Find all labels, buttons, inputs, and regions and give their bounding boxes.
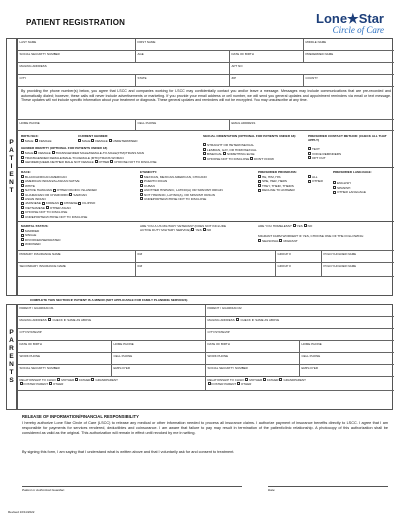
sexual-orientation-label: SEXUAL ORIENTATION (OPTIONAL FOR PATIENTS UNDER 18): xyxy=(203,134,297,138)
guardian2-address-field[interactable]: MAILING ADDRESS CHECK IF SAME AS ABOVE xyxy=(206,317,394,329)
language-options: ENGLISH SPANISH OTHER LANGUAGE xyxy=(333,181,366,195)
gi-mtf-checkbox[interactable] xyxy=(21,156,24,159)
mailing-address-field[interactable]: MAILING ADDRESS xyxy=(18,63,230,75)
g2-other-checkbox[interactable] xyxy=(237,382,240,385)
race-hawaiian-checkbox[interactable] xyxy=(21,189,24,192)
female-checkbox[interactable] xyxy=(35,139,38,142)
logo-wordmark: Lone★Star xyxy=(316,11,384,26)
cell-phone-field[interactable]: CELL PHONE xyxy=(136,119,230,131)
so-nodisclose-checkbox[interactable] xyxy=(203,157,206,160)
race-unreported-checkbox[interactable] xyxy=(21,215,24,218)
g1-father-checkbox[interactable] xyxy=(75,378,78,381)
guardian2-city-field[interactable]: CITY/STATE/ZIP xyxy=(206,329,394,341)
guardian1-relationship: RELATIONSHIP TO CHILD: MOTHER FATHER GRANDPARENT FOSTER PARENT OTHER xyxy=(18,377,206,391)
lang-spanish-checkbox[interactable] xyxy=(333,186,336,189)
apt-no-field[interactable]: APT NO xyxy=(230,63,394,75)
release-body: I hereby authorize Lone Star Circle of Care (LSCC) to release any medical or other information needed to process all insurance claims. I authorize payment of insurance benefits directly to LSCC. I agree that I am responsible for payments for services rendered, deductibles and coinsurance. I am aware that failure to pay may result in termination of the patient/clinic relationship. A photocopy of this authorization shall be considered as valid as the original. This authorization will remain in effect until revoked by me in writing. xyxy=(22,421,388,435)
guardian1-ssn-field[interactable]: SOCIAL SECURITY NUMBER xyxy=(18,365,112,377)
pro-she-checkbox[interactable] xyxy=(258,180,261,183)
g1-other-checkbox[interactable] xyxy=(49,382,52,385)
secondary-policyholder-field[interactable]: POLICYHOLDER NAME xyxy=(322,263,394,277)
homeless-question: ARE YOU HOMELESS? YES NO xyxy=(258,224,313,228)
patient-section xyxy=(17,38,393,296)
guardian2-cellphone-field[interactable]: CELL PHONE xyxy=(300,353,394,365)
marital-options: MARRIED SINGLE DIVORCED/SEPARATED WIDOWED xyxy=(21,229,60,247)
migrant-options: SEASONAL MIGRANT xyxy=(258,239,298,243)
guardian1-dob-field[interactable]: DATE OF BIRTH xyxy=(18,341,112,353)
current-gender-options: MALE FEMALE UNDETERMINED xyxy=(78,139,138,143)
homeless-no-checkbox[interactable] xyxy=(304,224,307,227)
middle-name-field[interactable]: MIDDLE NAME xyxy=(304,39,394,51)
race-chinese-checkbox[interactable] xyxy=(60,202,63,205)
date-label: Date xyxy=(268,488,275,492)
ethnicity-options: MEXICAN, MEXICAN AMERICAN, CHICANO PUERTO RICAN CUBAN ANOTHER HISPANIC, LATINO(A) OR SPANISH ORIGIN NOT HISPANIC, LATINO(A), OR SPANISH ORIGIN UNREPORTED/CHOSE NOT TO DISCLOSE xyxy=(140,175,252,201)
pc-optout-checkbox[interactable] xyxy=(308,156,311,159)
eth-other-checkbox[interactable] xyxy=(140,189,143,192)
contact-consent-text: By providing the phone number(s) below, you agree that LSCC and companies working for LSCC may confidentially contact you and/or leave a message. Messages may include communications that are pre-recorded and automatically dialed; however, these calls will never include advertisements or marketing. If you provide your email address or cell number, we will send you general updates and appointment reminders via email or text message. These updates will not include specific information about your treatment or diagnosis. These general updates and reminders will not be encrypted. You may unsubscribe at any time. xyxy=(21,89,391,103)
cg-female-checkbox[interactable] xyxy=(91,139,94,142)
so-else-checkbox[interactable] xyxy=(223,152,226,155)
pc-text-checkbox[interactable] xyxy=(308,147,311,150)
secondary-id-field[interactable]: ID# xyxy=(136,263,276,277)
race-japanese-checkbox[interactable] xyxy=(21,202,24,205)
guardian2-ssn-field[interactable]: SOCIAL SECURITY NUMBER xyxy=(206,365,300,377)
signature-line[interactable] xyxy=(22,486,242,487)
preferred-contact-options: TEXT VOICE REMINDERS OPT OUT xyxy=(308,147,341,161)
state-field[interactable]: STATE xyxy=(136,75,230,87)
gi-male-checkbox[interactable] xyxy=(21,151,24,154)
guardian2-dob-field[interactable]: DATE OF BIRTH xyxy=(206,341,300,353)
so-straight-checkbox[interactable] xyxy=(203,143,206,146)
guardian1-workphone-field[interactable]: WORK PHONE xyxy=(18,353,112,365)
preferred-name-field[interactable]: PREFERRED NAME xyxy=(304,51,394,63)
email-field[interactable]: EMAIL ADDRESS xyxy=(230,119,394,131)
veteran-question: ARE YOU A US MILITARY VETERAN? (DOES NOT INCLUDE ACTIVE DUTY MILITARY SERVICE) YES NO xyxy=(140,224,227,232)
current-gender-label: CURRENT GENDER: xyxy=(78,134,109,138)
parents-section-heading: COMPLETE THIS SECTION IF PATIENT IS A MINOR (NOT APPLICABLE FOR FAMILY PLANNING SERVICES) xyxy=(30,298,188,302)
pronouns-label: PREFERRED PRONOUNS: xyxy=(258,170,297,174)
guardian2-employer-field[interactable]: EMPLOYER xyxy=(300,365,394,377)
guardian1-address-field[interactable]: MAILING ADDRESS CHECK IF SAME AS ABOVE xyxy=(18,317,206,329)
primary-policyholder-field[interactable]: POLICYHOLDER NAME xyxy=(322,251,394,263)
race-korean-checkbox[interactable] xyxy=(42,202,45,205)
race-white-checkbox[interactable] xyxy=(21,184,24,187)
eth-cuban-checkbox[interactable] xyxy=(140,184,143,187)
pro-decline-checkbox[interactable] xyxy=(258,189,261,192)
consent-statement: By signing this form, I am saying that I understand what is written above and that I voluntarily ask for and consent to treatment. xyxy=(22,450,235,454)
race-pacific-checkbox[interactable] xyxy=(53,189,56,192)
guardian1-cellphone-field[interactable]: CELL PHONE xyxy=(112,353,206,365)
gender-identity-label: GENDER IDENTITY (OPTIONAL FOR PATIENTS UNDER 18) xyxy=(21,146,108,150)
guardian1-homephone-field[interactable]: HOME PHONE xyxy=(112,341,206,353)
gi-other-checkbox[interactable] xyxy=(95,160,98,163)
pro-they-checkbox[interactable] xyxy=(258,184,261,187)
guardian1-city-field[interactable]: CITY/STATE/ZIP xyxy=(18,329,206,341)
migrant-seasonal-checkbox[interactable] xyxy=(258,239,261,242)
revision-footer: Revised 10/11/2022 xyxy=(8,510,35,514)
race-guam-checkbox[interactable] xyxy=(21,193,24,196)
pc-voice-checkbox[interactable] xyxy=(308,152,311,155)
guardian1-name-field[interactable]: PARENT / GUARDIAN #1 xyxy=(18,305,206,317)
g2-grandparent-checkbox[interactable] xyxy=(279,378,282,381)
city-field[interactable]: CITY xyxy=(18,75,136,87)
patient-side-label: P A T I E N T xyxy=(6,38,17,296)
gi-female-checkbox[interactable] xyxy=(34,151,37,154)
race-filipino-checkbox[interactable] xyxy=(78,202,81,205)
race-samoan-checkbox[interactable] xyxy=(69,193,72,196)
release-heading: RELEASE OF INFORMATION/FINANCIAL RESPONSIBILITY xyxy=(22,414,139,419)
cg-male-checkbox[interactable] xyxy=(78,139,81,142)
migrant-migrant-checkbox[interactable] xyxy=(279,239,282,242)
pro-he-checkbox[interactable] xyxy=(258,175,261,178)
parents-side-label: P A R E N T S xyxy=(6,304,17,410)
so-bisexual-checkbox[interactable] xyxy=(203,152,206,155)
so-gay-checkbox[interactable] xyxy=(203,148,206,151)
date-line[interactable] xyxy=(268,486,388,487)
guardian2-homephone-field[interactable]: HOME PHONE xyxy=(300,341,394,353)
dob-field[interactable]: DATE OF BIRTH xyxy=(230,51,304,63)
primary-id-field[interactable]: ID# xyxy=(136,251,276,263)
g2-mother-checkbox[interactable] xyxy=(245,378,248,381)
g1-mother-checkbox[interactable] xyxy=(57,378,60,381)
pronouns-options: HE, HIM, HIS SHE, HER, HERS THEY, THEIR, THEIRS DECLINE TO ANSWER xyxy=(258,175,308,193)
cg-undetermined-checkbox[interactable] xyxy=(109,139,112,142)
eth-unreported-checkbox[interactable] xyxy=(140,197,143,200)
mar-married-checkbox[interactable] xyxy=(21,229,24,232)
guardian1-employer-field[interactable]: EMPLOYER xyxy=(112,365,206,377)
first-name-field[interactable]: FIRST NAME xyxy=(136,39,304,51)
logo-tagline: Circle of Care xyxy=(332,25,384,35)
mar-single-checkbox[interactable] xyxy=(21,234,24,237)
signature-label: Patient or Authorized Guardian xyxy=(22,488,65,492)
sexual-orientation-options: STRAIGHT OR HETEROSEXUAL LESBIAN, GAY, OR HOMOSEXUAL BISEXUAL SOMETHING ELSE CHOOSE NOT TO DISCLOSE DON'T KNOW xyxy=(203,143,303,161)
last-name-field[interactable]: LAST NAME xyxy=(18,39,136,51)
page-title: PATIENT REGISTRATION xyxy=(26,18,126,27)
race-options: BLACK/AFRICAN AMERICAN AMERICAN INDIAN/ALASKAN NATIVE WHITE NATIVE HAWAIIAN OTHER PACIFIC ISLANDER GUAMANIAN OR CHAMORRO SAMOAN ASIAN INDIAN JAPANESE KOREAN CHINESE FILIPINO VIETNAMESE OTHER ASIAN CHOOSE NOT TO DISCLOSE UNREPORTED/CHOSE NOT TO DISCLOSE xyxy=(21,175,136,219)
male-checkbox[interactable] xyxy=(21,139,24,142)
vet-no-checkbox[interactable] xyxy=(203,228,206,231)
home-phone-field[interactable]: HOME PHONE xyxy=(18,119,136,131)
eth-not-checkbox[interactable] xyxy=(140,193,143,196)
lang-other-checkbox[interactable] xyxy=(333,191,336,194)
race-vietnamese-checkbox[interactable] xyxy=(21,206,24,209)
gender-identity-options: MALE FEMALE TRANSGENDER MALE/FEMALE-TO-MALE(FTM)/TRANS MAN TRANSGENDER FEMALE/MALE-TO-FEMALE (MTF)/TRANS WOMAN GENDERQUEER-NEITHER MALE NOT FEMALE OTHER CHOOSE NOT TO DISCLOSE xyxy=(21,151,201,165)
lone-star-logo xyxy=(316,12,384,35)
race-native-checkbox[interactable] xyxy=(21,180,24,183)
ethnicity-label: ETHNICITY: xyxy=(140,170,158,174)
migrant-question: MIGRANT FARM WORKER? IF YES, CHOOSE ONE OF THE FOLLOWING: xyxy=(258,234,364,238)
race-otherasian-checkbox[interactable] xyxy=(46,206,49,209)
ssn-field[interactable]: SOCIAL SECURITY NUMBER xyxy=(18,51,136,63)
gi-nodisclose-checkbox[interactable] xyxy=(110,160,113,163)
g1-grandparent-checkbox[interactable] xyxy=(91,378,94,381)
g2-foster-checkbox[interactable] xyxy=(208,382,211,385)
primary-group-field[interactable]: GROUP # xyxy=(276,251,322,263)
so-dontknow-checkbox[interactable] xyxy=(250,157,253,160)
g2-father-checkbox[interactable] xyxy=(263,378,266,381)
pro-all-checkbox[interactable] xyxy=(308,175,311,178)
birth-sex-label: BIRTH SEX: xyxy=(21,134,39,138)
pronouns-options-2: ALL OTHER xyxy=(308,175,323,184)
race-label: RACE: xyxy=(21,170,31,174)
guardian2-name-field[interactable]: PARENT / GUARDIAN #2 xyxy=(206,305,394,317)
demographics-block xyxy=(18,131,394,251)
birth-sex-options: MALE FEMALE xyxy=(21,139,52,143)
marital-label: MARITAL STATUS: xyxy=(21,224,49,228)
race-nodisclose-checkbox[interactable] xyxy=(21,211,24,214)
preferred-contact-label: PREFERRED CONTACT METHOD: (CHECK ALL THAT APPLY) xyxy=(308,134,387,142)
lang-english-checkbox[interactable] xyxy=(333,181,336,184)
language-label: PREFERRED LANGUAGE: xyxy=(333,170,372,174)
race-asianindian-checkbox[interactable] xyxy=(21,197,24,200)
g1-foster-checkbox[interactable] xyxy=(20,382,23,385)
race-black-checkbox[interactable] xyxy=(21,175,24,178)
mar-widowed-checkbox[interactable] xyxy=(21,243,24,246)
eth-pr-checkbox[interactable] xyxy=(140,180,143,183)
primary-insurance-field[interactable]: PRIMARY INSURANCE NAME xyxy=(18,251,136,263)
pro-other-checkbox[interactable] xyxy=(308,180,311,183)
gi-genderqueer-checkbox[interactable] xyxy=(21,160,24,163)
eth-mexican-checkbox[interactable] xyxy=(140,175,143,178)
gi-ftm-checkbox[interactable] xyxy=(52,151,55,154)
homeless-yes-checkbox[interactable] xyxy=(293,224,296,227)
parents-section xyxy=(17,304,393,410)
county-field[interactable]: COUNTY xyxy=(304,75,394,87)
zip-field[interactable]: ZIP xyxy=(230,75,304,87)
age-field[interactable]: AGE xyxy=(136,51,230,63)
secondary-group-field[interactable]: GROUP # xyxy=(276,263,322,277)
mar-divorced-checkbox[interactable] xyxy=(21,238,24,241)
guardian2-relationship: RELATIONSHIP TO CHILD: MOTHER FATHER GRANDPARENT FOSTER PARENT OTHER xyxy=(206,377,394,391)
guardian2-workphone-field[interactable]: WORK PHONE xyxy=(206,353,300,365)
secondary-insurance-field[interactable]: SECONDARY INSURANCE NAME xyxy=(18,263,136,277)
